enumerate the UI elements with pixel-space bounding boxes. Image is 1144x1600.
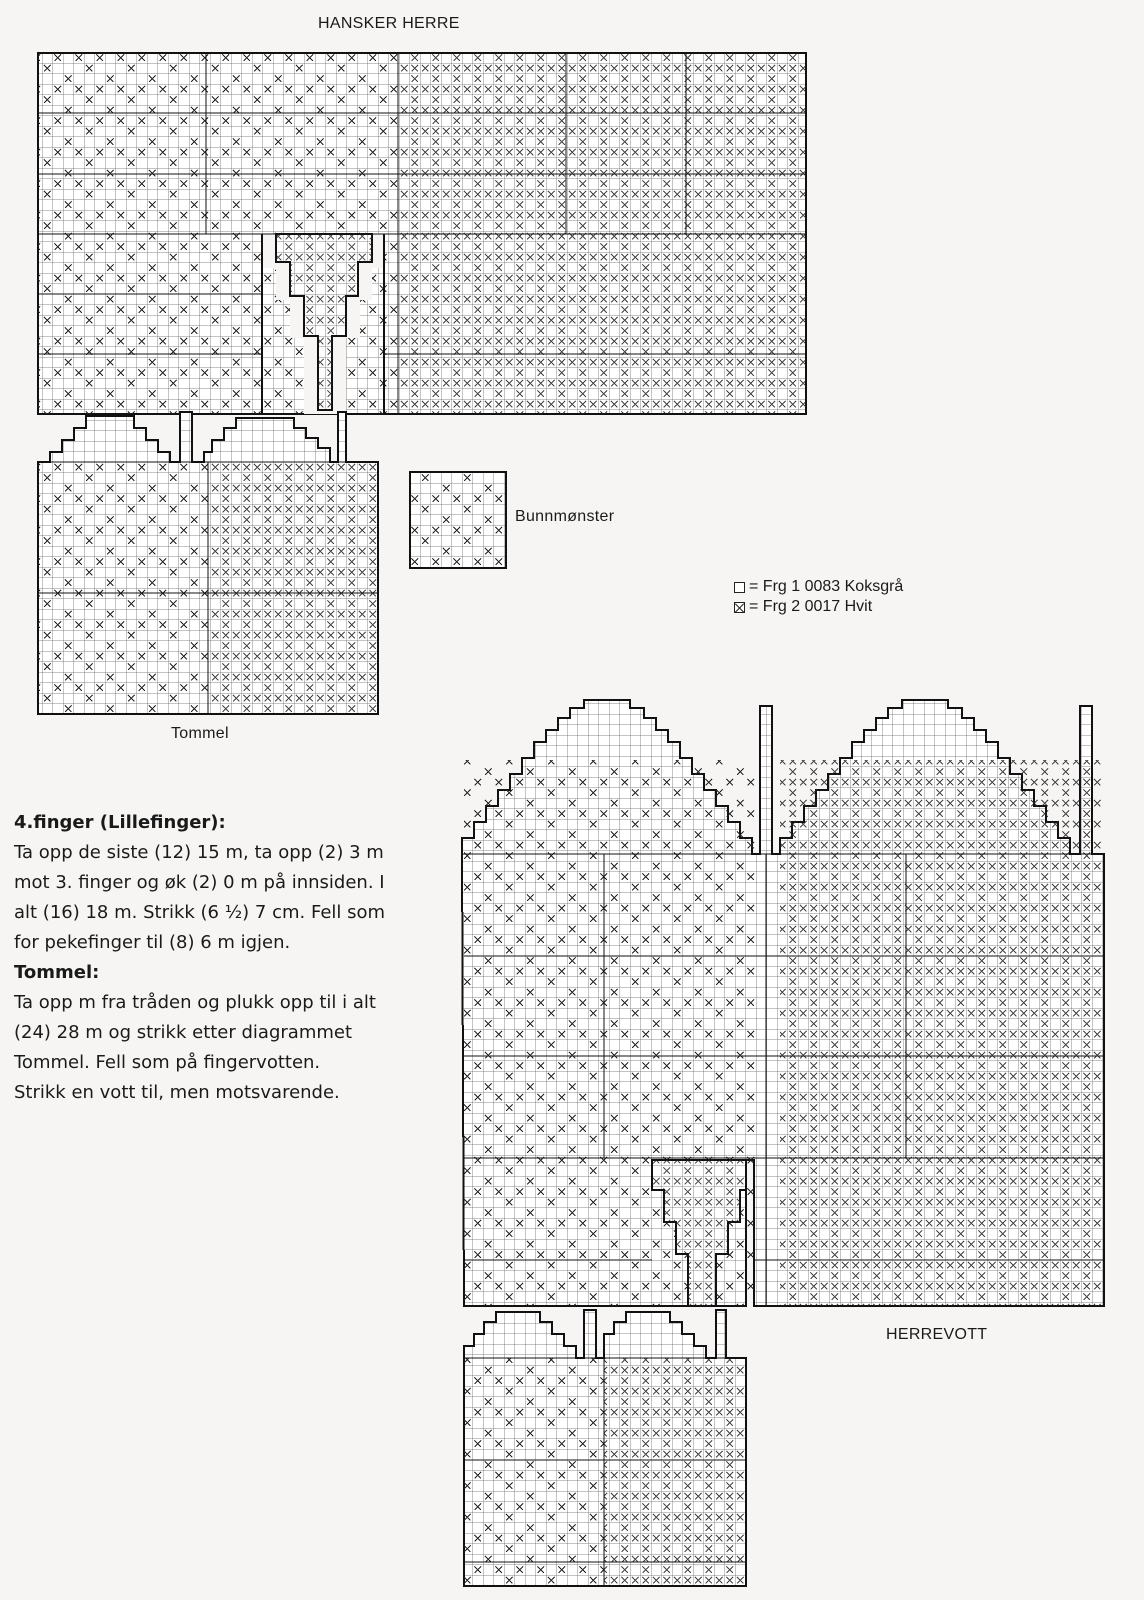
instruction-line: alt (16) 18 m. Strikk (6 ½) 7 cm. Fell som [14,902,386,923]
glove-thumb-chart [38,412,378,714]
legend-row-color-1 [734,578,903,596]
instructions-block [14,808,414,1108]
glove-chart [38,53,806,414]
base-pattern-title: Bunnmønster [515,508,615,525]
mitten-thumb-chart [464,1310,746,1586]
instruction-line: Ta opp m fra tråden og plukk opp til i alt [14,992,376,1013]
mitten-chart-title: HERREVOTT [886,1326,988,1343]
thumb-heading: Tommel: [14,962,100,983]
x-square-icon [734,602,745,613]
instruction-line: (24) 28 m og strikk etter diagrammet [14,1022,353,1043]
little-finger-heading: 4.finger (Lillefinger): [14,812,226,833]
thumb-chart-title: Tommel [171,725,229,742]
legend-text-color-2: = Frg 2 0017 Hvit [749,598,873,615]
instruction-line: Ta opp de siste (12) 15 m, ta opp (2) 3 m [14,842,384,863]
mitten-chart [462,700,1104,1306]
legend-row-color-2 [734,598,872,616]
instruction-line: Tommel. Fell som på fingervotten. [14,1052,321,1073]
base-pattern-chart [410,472,506,568]
instruction-line: mot 3. finger og øk (2) 0 m på innsiden. I [14,872,385,893]
instruction-line: for pekefinger til (8) 6 m igjen. [14,932,291,953]
blank-square-icon [734,582,745,593]
legend-text-color-1: = Frg 1 0083 Koksgrå [749,578,904,595]
glove-chart-title: HANSKER HERRE [318,15,460,32]
instruction-line: Strikk en vott til, men motsvarende. [14,1082,340,1103]
